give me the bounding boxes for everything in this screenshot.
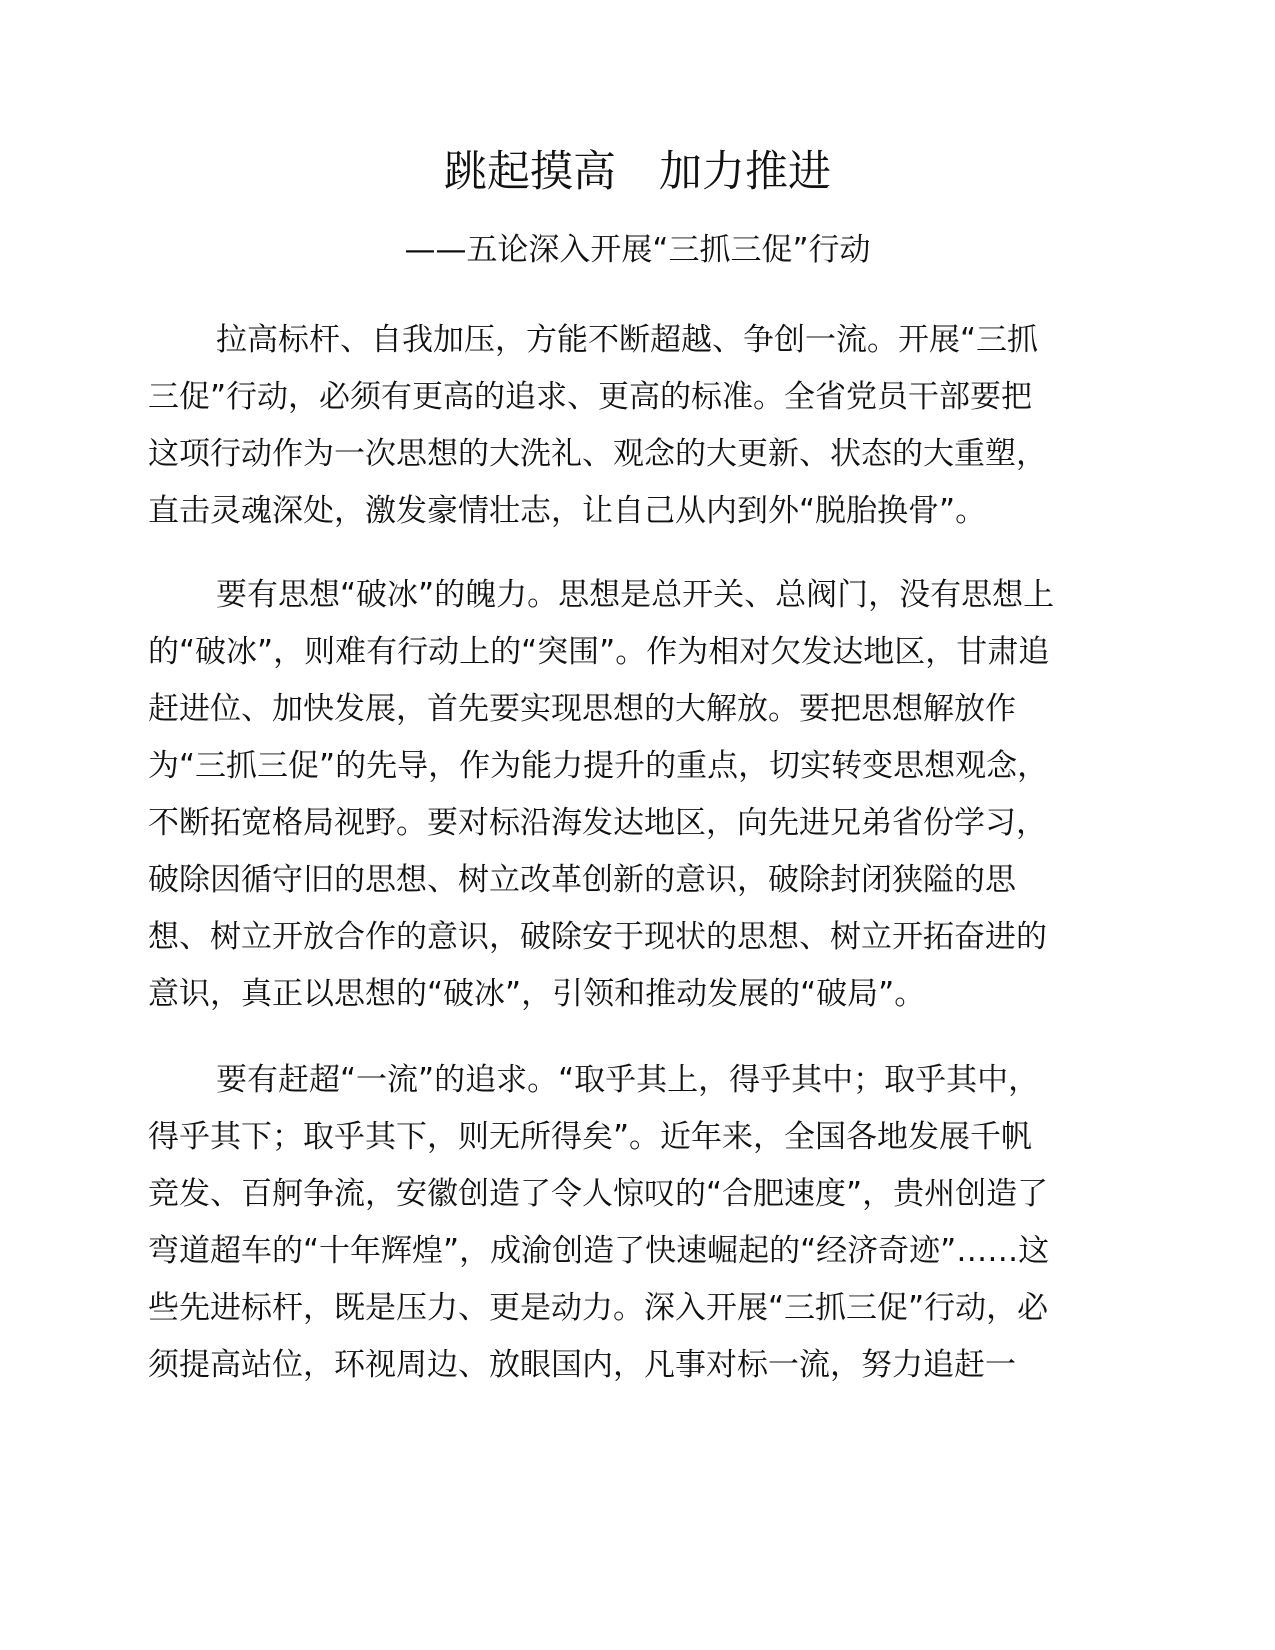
paragraph-line: 不断拓宽格局视野。要对标沿海发达地区，向先进兄弟省份学习， (148, 805, 1047, 841)
paragraph-line: 些先进标杆，既是压力、更是动力。深入开展“三抓三促”行动，必 (148, 1290, 1049, 1326)
paragraph-line: 拉高标杆、自我加压，方能不断超越、争创一流。开展“三抓 (216, 322, 1039, 358)
paragraph-line: 赶进位、加快发展，首先要实现思想的大解放。要把思想解放作 (148, 691, 1016, 727)
paragraph-line: 直击灵魂深处，激发豪情壮志，让自己从内到外“脱胎换骨”。 (148, 493, 987, 529)
document-title: 跳起摸高 加力推进 (444, 147, 831, 197)
document-subtitle: ——五论深入开展“三抓三促”行动 (404, 232, 871, 268)
paragraph-line: 这项行动作为一次思想的大洗礼、观念的大更新、状态的大重塑， (148, 436, 1047, 472)
paragraph-line: 意识，真正以思想的“破冰”，引领和推动发展的“破局”。 (148, 976, 926, 1012)
paragraph-line: 的“破冰”，则难有行动上的“突围”。作为相对欠发达地区，甘肃追 (148, 634, 1050, 670)
paragraph-line: 三促”行动，必须有更高的追求、更高的标准。全省党员干部要把 (148, 379, 1033, 415)
paragraph-line: 破除因循守旧的思想、树立改革创新的意识，破除封闭狭隘的思 (148, 862, 1016, 898)
paragraph-line: 须提高站位，环视周边、放眼国内，凡事对标一流，努力追赶一 (148, 1347, 1016, 1383)
paragraph-line: 竞发、百舸争流，安徽创造了令人惊叹的“合肥速度”，贵州创造了 (148, 1176, 1049, 1212)
paragraph-1 (148, 312, 1128, 540)
paragraph-line: 为“三抓三促”的先导，作为能力提升的重点，切实转变思想观念， (148, 748, 1049, 784)
paragraph-line: 得乎其下；取乎其下，则无所得矣”。近年来，全国各地发展千帆 (148, 1119, 1033, 1155)
paragraph-line: 要有思想“破冰”的魄力。思想是总开关、总阀门，没有思想上 (216, 577, 1055, 613)
paragraph-line: 要有赶超“一流”的追求。“取乎其上，得乎其中；取乎其中， (216, 1062, 1040, 1098)
paragraph-line: 弯道超车的“十年辉煌”，成渝创造了快速崛起的“经济奇迹”……这 (148, 1233, 1050, 1269)
paragraph-2 (148, 567, 1128, 1023)
paragraph-line: 想、树立开放合作的意识，破除安于现状的思想、树立开拓奋进的 (148, 919, 1047, 955)
paragraph-3 (148, 1052, 1128, 1394)
